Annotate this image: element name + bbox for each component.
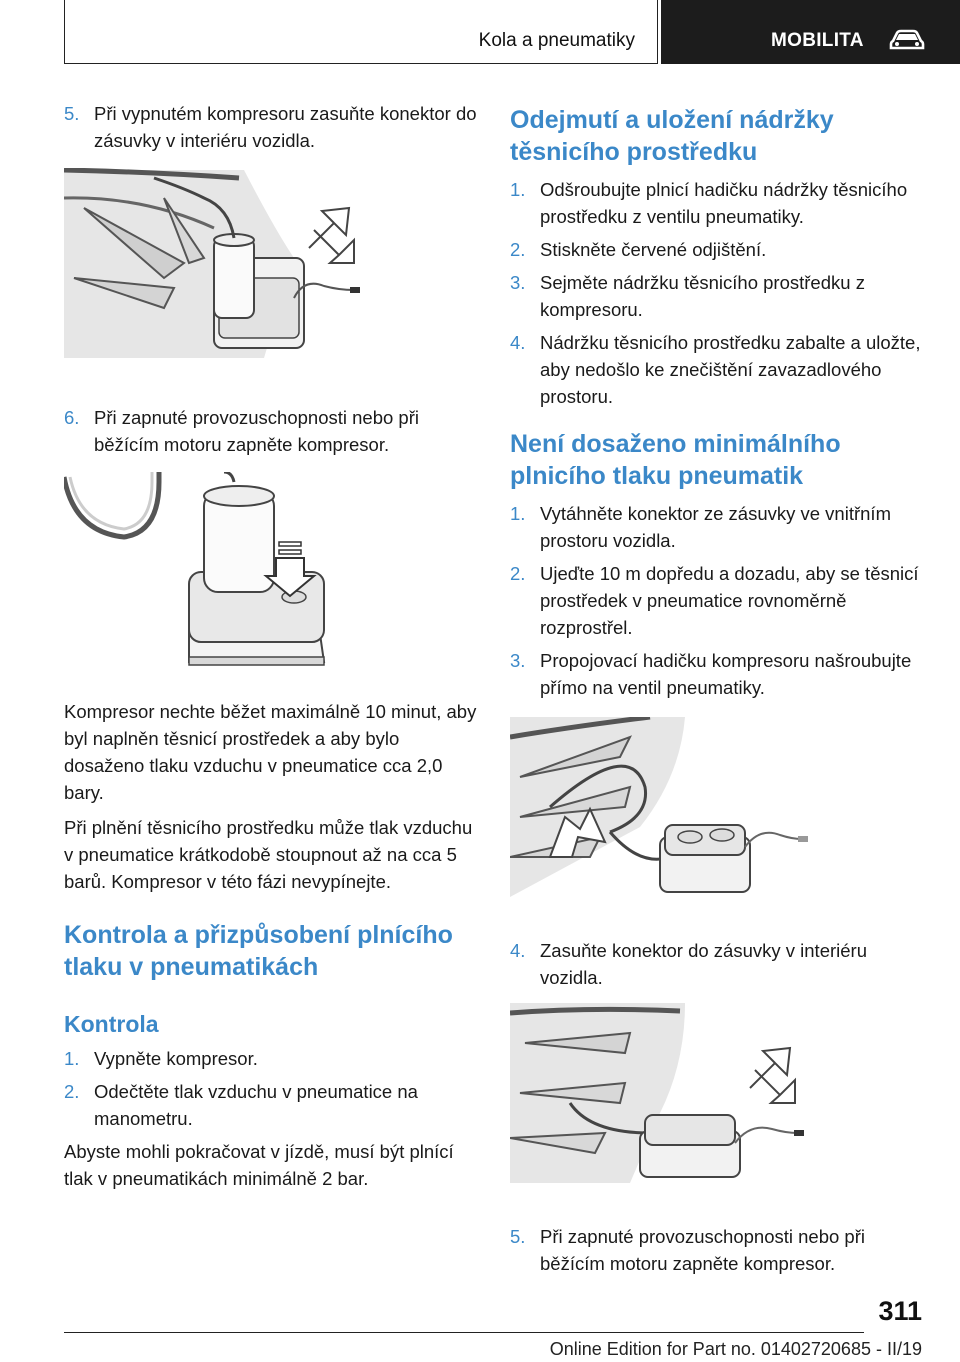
page-number: 311 xyxy=(878,1296,922,1326)
illustration-plug-interior xyxy=(510,1003,928,1183)
step-text: Odšroubujte plnicí hadičku nádržky těsnicího prostředku z ventilu pneumatiky. xyxy=(540,179,908,227)
step-5-plug-connector xyxy=(64,100,482,154)
step-text: Vypněte kompresor. xyxy=(94,1048,258,1069)
step-number: 3. xyxy=(510,272,526,293)
step-text: Propojovací hadičku kompresoru našroubujte přímo na ventil pneumatiky. xyxy=(540,650,912,698)
step-number: 5. xyxy=(64,103,80,124)
page-header xyxy=(0,0,960,66)
check-step-2 xyxy=(64,1078,482,1132)
step-text: Ujeďte 10 m dopředu a dozadu, aby se těsnicí prostředek v pneumatice rovnoměrně rozprostřel. xyxy=(540,563,919,638)
step-number: 6. xyxy=(64,407,80,428)
heading-min-pressure-not-reached: Není dosaženo minimálního plnicího tlaku pneumatik xyxy=(510,430,841,490)
pressure-step-1 xyxy=(510,500,928,554)
illustration-hose-to-valve xyxy=(510,717,928,897)
step-number: 1. xyxy=(510,503,526,524)
pressure-step-4 xyxy=(510,937,928,991)
paragraph-min-pressure: Abyste mohli pokračovat v jízdě, musí být plnící tlak v pneumatikách minimálně 2 bar. xyxy=(64,1141,454,1189)
subheading-check: Kontrola xyxy=(64,1011,159,1037)
footer-divider xyxy=(64,1332,864,1333)
step-number: 2. xyxy=(64,1081,80,1102)
paragraph-pressure-peak: Při plnění těsnicího prostředku může tlak vzduchu v pneumatice krátkodobě stoupnout až na cca 5 barů. Kompresor v této fázi nevypínejte. xyxy=(64,817,473,892)
remove-step-3 xyxy=(510,269,928,323)
remove-step-1 xyxy=(510,176,928,230)
step-number: 3. xyxy=(510,650,526,671)
section-title: Kola a pneumatiky xyxy=(478,30,635,51)
check-step-1 xyxy=(64,1045,482,1072)
pressure-step-2 xyxy=(510,560,928,641)
chapter-tab xyxy=(661,0,960,64)
step-text: Zasuňte konektor do zásuvky v interiéru vozidla. xyxy=(540,940,867,988)
heading-remove-container: Odejmutí a uložení nádržky těsnicího prostředku xyxy=(510,106,834,166)
step-text: Při zapnuté provozuschopnosti nebo při běžícím motoru zapněte kompresor. xyxy=(540,1226,865,1274)
plug-interior-image xyxy=(510,1003,810,1183)
remove-step-2 xyxy=(510,236,928,263)
step-text: Stiskněte červené odjištění. xyxy=(540,239,767,260)
hose-valve-image xyxy=(510,717,810,897)
step-number: 4. xyxy=(510,940,526,961)
illustration-compressor-wheel-plug xyxy=(64,168,482,358)
header-frame xyxy=(64,0,658,64)
step-number: 5. xyxy=(510,1226,526,1247)
step-number: 4. xyxy=(510,332,526,353)
edition-note: Online Edition for Part no. 01402720685 - II/19 xyxy=(549,1339,922,1359)
illustration-compressor-switch xyxy=(64,472,482,672)
pressure-step-5 xyxy=(510,1223,928,1277)
step-text: Odečtěte tlak vzduchu v pneumatice na manometru. xyxy=(94,1081,418,1129)
paragraph-run-time: Kompresor nechte běžet maximálně 10 minut, aby byl naplněn těsnicí prostředek a aby bylo dosaženo tlaku vzduchu v pneumatice cca 2,0 bary. xyxy=(64,701,477,803)
step-number: 1. xyxy=(64,1048,80,1069)
compressor-switch-image xyxy=(64,472,374,672)
car-icon xyxy=(889,28,925,52)
remove-step-4 xyxy=(510,329,928,410)
step-text: Při vypnutém kompresoru zasuňte konektor do zásuvky v interiéru vozidla. xyxy=(94,103,477,151)
step-number: 2. xyxy=(510,239,526,260)
step-text: Nádržku těsnicího prostředku zabalte a uložte, aby nedošlo ke znečištění zavazadlového prostoru. xyxy=(540,332,921,407)
step-text: Sejměte nádržku těsnicího prostředku z kompresoru. xyxy=(540,272,865,320)
step-number: 1. xyxy=(510,179,526,200)
right-column xyxy=(510,100,928,1277)
heading-check-adjust-pressure: Kontrola a přizpůsobení plnícího tlaku v pneumatikách xyxy=(64,921,453,981)
chapter-tab-label: MOBILITA xyxy=(771,30,864,51)
left-column xyxy=(64,100,482,1192)
step-text: Při zapnuté provozuschopnosti nebo při běžícím motoru zapněte kompresor. xyxy=(94,407,419,455)
step-number: 2. xyxy=(510,563,526,584)
wheel-compressor-image xyxy=(64,168,374,358)
step-text: Vytáhněte konektor ze zásuvky ve vnitřním prostoru vozidla. xyxy=(540,503,891,551)
pressure-step-3 xyxy=(510,647,928,701)
step-6-switch-on xyxy=(64,404,482,458)
